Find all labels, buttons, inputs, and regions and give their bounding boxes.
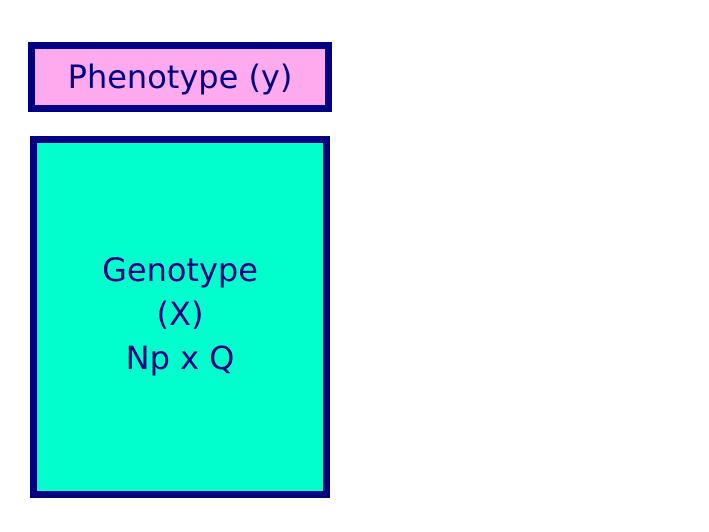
genotype-box [30,136,330,498]
genotype-dimensions: Np x Q [125,339,235,377]
genotype-symbol: (X) [156,295,204,333]
phenotype-label: Phenotype (y) [67,58,293,96]
phenotype-box [28,42,332,112]
genotype-title: Genotype [102,251,258,289]
